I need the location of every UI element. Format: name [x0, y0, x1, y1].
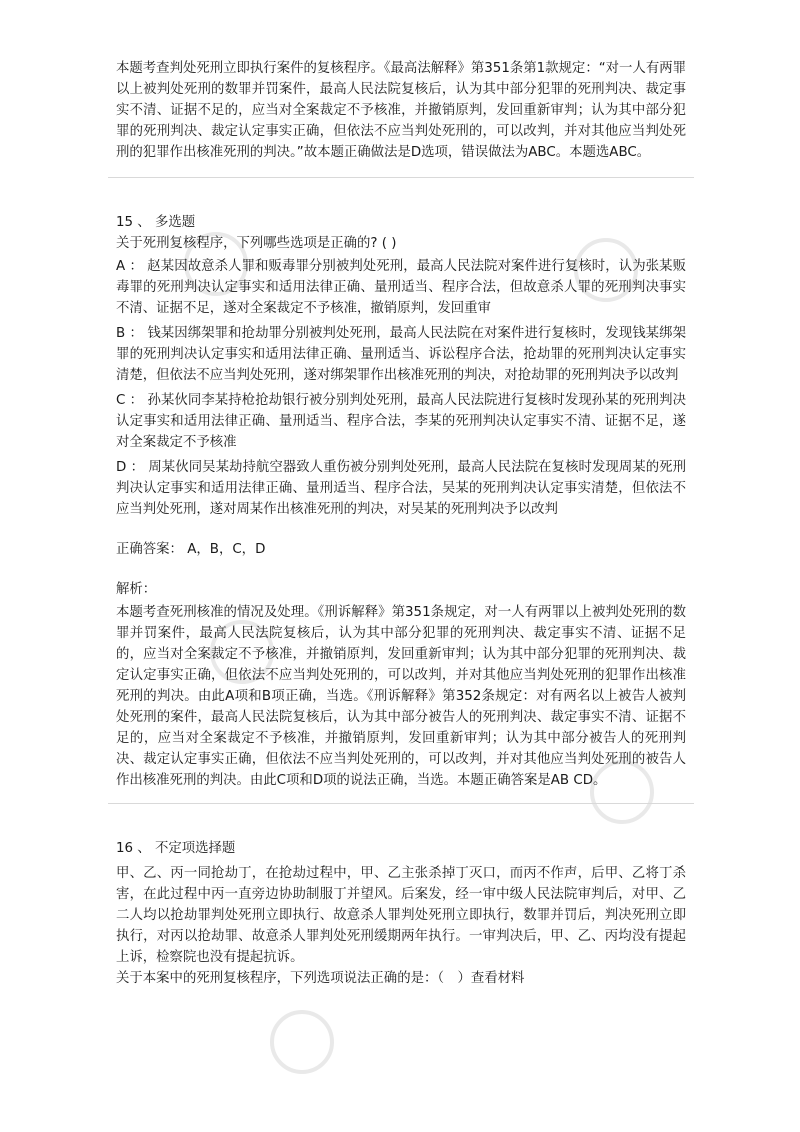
previous-explanation: 本题考查判处死刑立即执行案件的复核程序。《最高法解释》第351条第1款规定：“对一人有两罪以上被判处死刑的数罪并罚案件，最高人民法院复核后，认为其中部分犯罪的死刑判决、裁定事实不清、证据不足的，应当对全案裁定不予核准，并撤销原判，发回重新审判；认为其中部分犯罪的死刑判决、裁定认定事实正确，但依法不应当判处死刑的，可以改判，并对其他应当判处死刑的犯罪作出核准死刑的判决。”故本题正确做法是D选项，错误做法为ABC。本题选ABC。: [116, 61, 686, 160]
question-stem: 关于本案中的死刑复核程序，下列选项说法正确的是：（ ）查看材料: [116, 971, 525, 986]
question-16: [116, 838, 686, 989]
option-c: C ： 孙某伙同李某持枪抢劫银行被分别判处死刑，最高人民法院进行复核时发现孙某的死刑判决认定事实和适用法律正确、量刑适当、程序合法，李某的死刑判决认定事实不清、证据不足，遂对全案裁定不予核准: [116, 393, 686, 450]
question-header: 15 、 多选题: [116, 215, 196, 230]
document-page: [116, 58, 686, 989]
option-d: D ： 周某伙同吴某劫持航空器致人重伤被分别判处死刑，最高人民法院在复核时发现周某的死刑判决认定事实和适用法律正确、量刑适当、程序合法，吴某的死刑判决认定事实清楚，但依法不应当判处死刑，遂对周某作出核准死刑的判决，对吴某的死刑判决予以改判: [116, 460, 686, 517]
correct-answer: 正确答案： A，B，C，D: [116, 542, 266, 557]
option-b: B ： 钱某因绑架罪和抢劫罪分别被判处死刑，最高人民法院在对案件进行复核时，发现钱某绑架罪的死刑判决认定事实和适用法律正确、量刑适当、诉讼程序合法，抢劫罪的死刑判决认定事实清楚，但依法不应当判处死刑，遂对绑架罪作出核准死刑的判决，对抢劫罪的死刑判决予以改判: [116, 326, 686, 383]
question-header: 16 、 不定项选择题: [116, 841, 236, 856]
option-a: A ： 赵某因故意杀人罪和贩毒罪分别被判处死刑，最高人民法院对案件进行复核时，认为张某贩毒罪的死刑判决认定事实和适用法律正确、量刑适当、程序合法，但故意杀人罪的死刑判决事实不清、证据不足，遂对全案裁定不予核准，撤销原判，发回重审: [116, 259, 686, 316]
watermark-logo-icon: [270, 1010, 334, 1074]
analysis-text: 本题考查死刑核准的情况及处理。《刑诉解释》第351条规定，对一人有两罪以上被判处死刑的数罪并罚案件，最高人民法院复核后，认为其中部分犯罪的死刑判决、裁定事实不清、证据不足的，应当对全案裁定不予核准，并撤销原判，发回重新审判；认为其中部分犯罪的死刑判决、裁定认定事实正确，但依法不应当判处死刑的，可以改判，并对其他应当判处死刑的犯罪作出核准死刑的判决。由此A项和B项正确，当选。《刑诉解释》第352条规定：对有两名以上被告人被判处死刑的案件，最高人民法院复核后，认为其中部分被告人的死刑判决、裁定事实不清、证据不足的，应当对全案裁定不予核准，并撤销原判，发回重新审判；认为其中部分被告人的死刑判决、裁定认定事实正确，但依法不应当判处死刑的，可以改判，并对其他应当判处死刑的被告人作出核准死刑的判决。由此C项和D项的说法正确，当选。本题正确答案是AB CD。: [116, 605, 686, 788]
question-stem: 关于死刑复核程序，下列哪些选项是正确的? ( ): [116, 236, 397, 251]
question-15: [116, 212, 686, 791]
question-material: 甲、乙、丙一同抢劫丁，在抢劫过程中，甲、乙主张杀掉丁灭口，而丙不作声，后甲、乙将丁杀害，在此过程中丙一直旁边协助制服丁并望风。后案发，经一审中级人民法院审判后，对甲、乙二人均以抢劫罪判处死刑立即执行、故意杀人罪判处死刑立即执行，数罪并罚后，判决死刑立即执行，对丙以抢劫罪、故意杀人罪判处死刑缓期两年执行。一审判决后，甲、乙、丙均没有提起上诉，检察院也没有提起抗诉。: [116, 866, 686, 965]
analysis-label: 解析：: [116, 582, 157, 597]
